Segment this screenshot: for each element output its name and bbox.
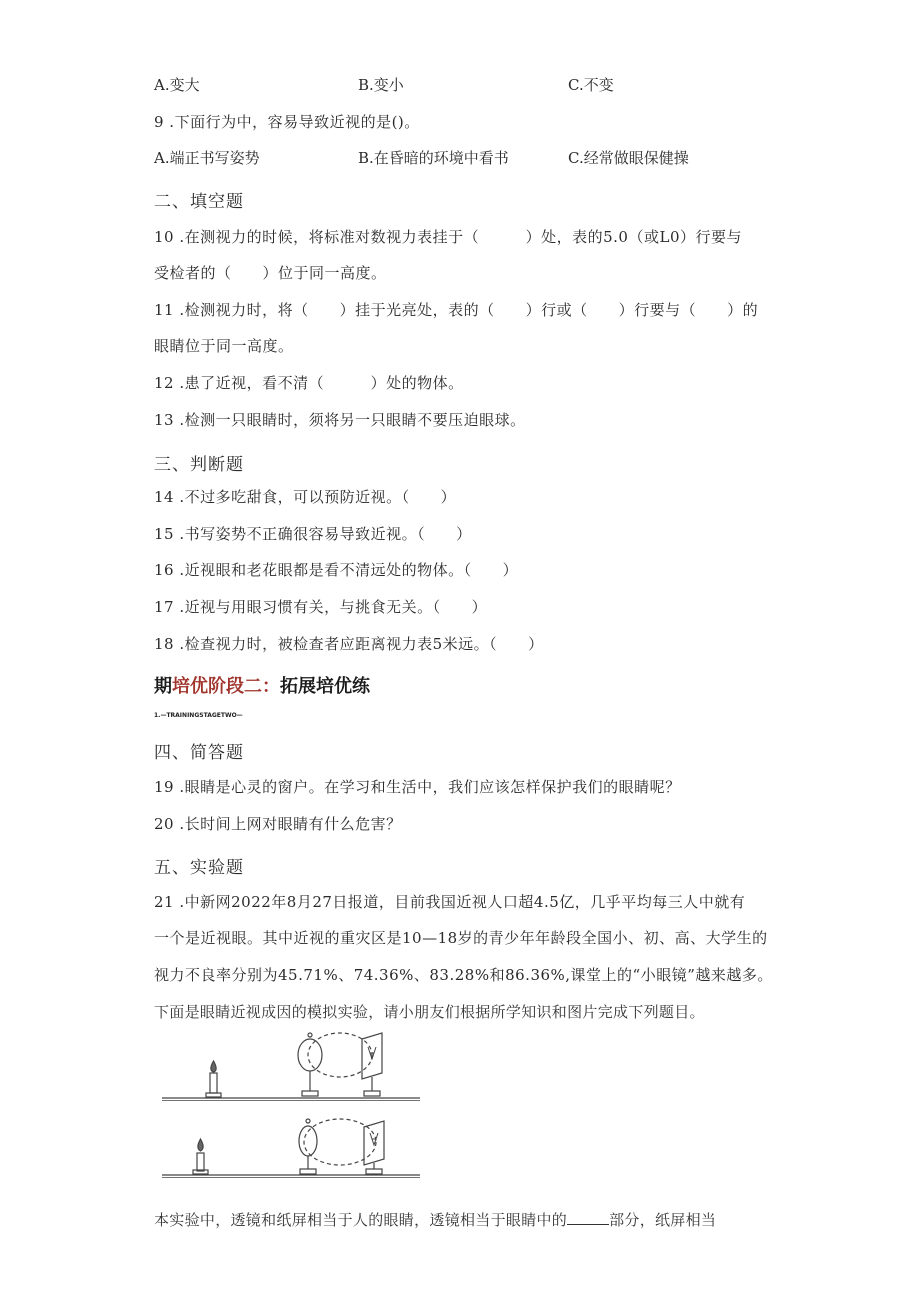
stage-banner-title: 培优阶段二： (172, 676, 280, 697)
stage-subtitle: 1.—TRAININGSTAGETWO— (154, 712, 243, 719)
question-20: 20 .长时间上网对眼睛有什么危害？ (154, 815, 402, 833)
section-experiment-heading: 五、实验题 (154, 858, 244, 878)
answer-blank[interactable] (567, 1210, 609, 1225)
question-21-line1: 21 .中新网2022年8月27日报道，目前我国近视人口超4.5亿，几乎平均每三人中就有 (154, 893, 746, 911)
question-12: 12 .患了近视，看不清（ ）处的物体。 (154, 374, 464, 392)
q9-option-b: B.在昏暗的环境中看书 (358, 149, 509, 167)
candle-icon-top (206, 1061, 221, 1097)
candle-icon-bottom (193, 1139, 208, 1174)
q9-option-a: A.端正书写姿势 (154, 149, 260, 167)
question-21-last-line-end: 部分，纸屏相当 (609, 1211, 717, 1229)
convex-lens-icon-bottom (299, 1119, 317, 1174)
question-21-instruction: 下面是眼睛近视成因的模拟实验，请小朋友们根据所学知识和图片完成下列题目。 (154, 1003, 705, 1021)
q8-option-c: C.不变 (568, 76, 614, 94)
q8-option-a: A.变大 (154, 76, 200, 94)
question-10-line1: 10 .在测视力的时候，将标准对数视力表挂于（ ）处，表的5.0（或L0）行要与 (154, 228, 742, 246)
question-14: 14 .不过多吃甜食，可以预防近视。（ ） (154, 488, 457, 506)
question-21-last-line-start: 本实验中，透镜和纸屏相当于人的眼睛，透镜相当于眼睛中的 (154, 1211, 568, 1229)
stage-banner-suffix: 拓展培优练 (280, 676, 370, 697)
question-21-last-line (154, 1209, 716, 1230)
question-11-line1: 11 .检测视力时，将（ ）挂于光亮处，表的（ ）行或（ ）行要与（ ）的 (154, 301, 759, 319)
question-15: 15 .书写姿势不正确很容易导致近视。（ ） (154, 525, 472, 543)
q9-option-c: C.经常做眼保健操 (568, 149, 689, 167)
question-16: 16 .近视眼和老花眼都是看不清远处的物体。（ ） (154, 561, 519, 579)
convex-lens-icon-top (298, 1033, 322, 1096)
question-17: 17 .近视与用眼习惯有关，与挑食无关。（ ） (154, 598, 488, 616)
question-10-line2: 受检者的（ ）位于同一高度。 (154, 264, 387, 282)
experiment-illustration (150, 1025, 430, 1195)
section-fill-blank-heading: 二、填空题 (154, 192, 244, 212)
q8-option-b: B.变小 (358, 76, 404, 94)
question-11-line2: 眼睛位于同一高度。 (154, 337, 294, 355)
paper-screen-icon-bottom (364, 1121, 384, 1174)
question-9: 9 .下面行为中，容易导致近视的是()。 (154, 113, 420, 131)
stage-banner-prefix: 期 (154, 676, 172, 697)
stage-banner (154, 672, 370, 698)
section-judgment-heading: 三、判断题 (154, 455, 244, 475)
question-21-line3: 视力不良率分别为45.71%、74.36%、83.28%和86.36%,课堂上的“小眼镜”越来越多。 (154, 966, 773, 984)
light-path-bottom (304, 1119, 376, 1165)
question-13: 13 .检测一只眼睛时，须将另一只眼睛不要压迫眼球。 (154, 411, 526, 429)
question-21-line2: 一个是近视眼。其中近视的重灾区是10—18岁的青少年年龄段全国小、初、高、大学生的 (154, 929, 768, 947)
question-18: 18 .检查视力时，被检查者应距离视力表5米远。（ ） (154, 635, 544, 653)
paper-screen-icon-top (362, 1033, 382, 1096)
question-19: 19 .眼睛是心灵的窗户。在学习和生活中，我们应该怎样保护我们的眼睛呢？ (154, 778, 681, 796)
section-short-answer-heading: 四、简答题 (154, 743, 244, 763)
